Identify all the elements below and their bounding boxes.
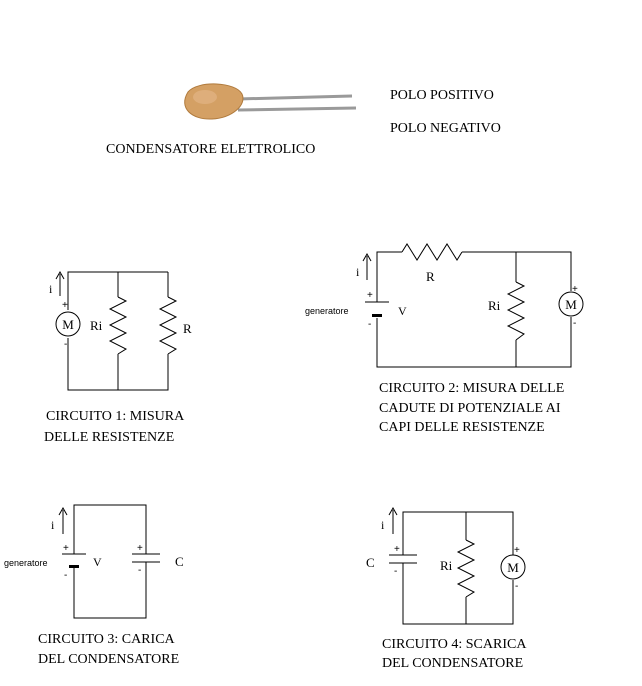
capacitor-illustration: [185, 84, 356, 119]
current-label: i: [49, 282, 53, 296]
generator-label: generatore: [4, 558, 48, 568]
circuit-3-caption-line2: DEL CONDENSATORE: [38, 652, 180, 667]
circuit-4-caption-line1: CIRCUITO 4: SCARICA: [382, 637, 527, 652]
generator-plate-short: [69, 565, 79, 568]
capacitor-label: C: [366, 555, 375, 570]
current-label: i: [356, 265, 360, 279]
ri-label: Ri: [488, 298, 501, 313]
capacitor-minus: -: [394, 566, 398, 577]
resistor-r: [160, 297, 176, 354]
meter-label: M: [62, 317, 74, 332]
internal-resistor-ri: [458, 540, 474, 597]
component-caption: CONDENSATORE ELETTROLICO: [106, 142, 316, 157]
generator-minus: -: [64, 570, 68, 581]
meter-minus: -: [573, 318, 577, 329]
ri-label: Ri: [90, 318, 103, 333]
r-label: R: [183, 321, 192, 336]
capacitor-lead-negative: [238, 108, 356, 110]
negative-lead-label: POLO NEGATIVO: [390, 121, 501, 136]
meter-plus: +: [514, 545, 520, 556]
circuit-4: [389, 508, 525, 624]
circuit-1: [56, 272, 176, 390]
circuit-1-wires: [68, 272, 168, 390]
meter-plus: +: [62, 300, 68, 311]
positive-lead-label: POLO POSITIVO: [390, 88, 494, 103]
capacitor-body-highlight: [193, 90, 217, 104]
capacitor-label: C: [175, 554, 184, 569]
meter-minus: -: [64, 339, 68, 350]
capacitor-plus: +: [394, 544, 400, 555]
meter-plus: +: [572, 284, 578, 295]
circuit-1-caption-line2: DELLE RESISTENZE: [44, 430, 175, 445]
generator-plate-short: [372, 314, 382, 317]
generator-plus: +: [367, 290, 373, 301]
voltage-label: V: [93, 555, 102, 569]
internal-resistor-ri: [508, 282, 524, 340]
capacitor-plus: +: [137, 543, 143, 554]
voltage-label: V: [398, 304, 407, 318]
circuit-2-caption-line2: CADUTE DI POTENZIALE AI: [379, 401, 561, 416]
ri-label: Ri: [440, 558, 453, 573]
meter-label: M: [507, 560, 519, 575]
circuit-2-caption-line1: CIRCUITO 2: MISURA DELLE: [379, 381, 565, 396]
circuit-1-caption-line1: CIRCUITO 1: MISURA: [46, 409, 185, 424]
capacitor-minus: -: [138, 565, 142, 576]
circuit-4-caption-line2: DEL CONDENSATORE: [382, 656, 524, 671]
circuit-2-caption-line3: CAPI DELLE RESISTENZE: [379, 420, 545, 435]
capacitor-lead-positive: [238, 96, 352, 99]
internal-resistor-ri: [110, 297, 126, 354]
circuit-3: [59, 505, 160, 618]
meter-label: M: [565, 297, 577, 312]
circuit-3-caption-line1: CIRCUITO 3: CARICA: [38, 632, 175, 647]
generator-minus: -: [368, 319, 372, 330]
current-label: i: [381, 518, 385, 532]
r-label: R: [426, 269, 435, 284]
series-resistor-r: [402, 244, 462, 260]
circuit-2: [363, 244, 583, 367]
generator-label: generatore: [305, 306, 349, 316]
meter-minus: -: [515, 581, 519, 592]
current-label: i: [51, 518, 55, 532]
generator-plus: +: [63, 543, 69, 554]
